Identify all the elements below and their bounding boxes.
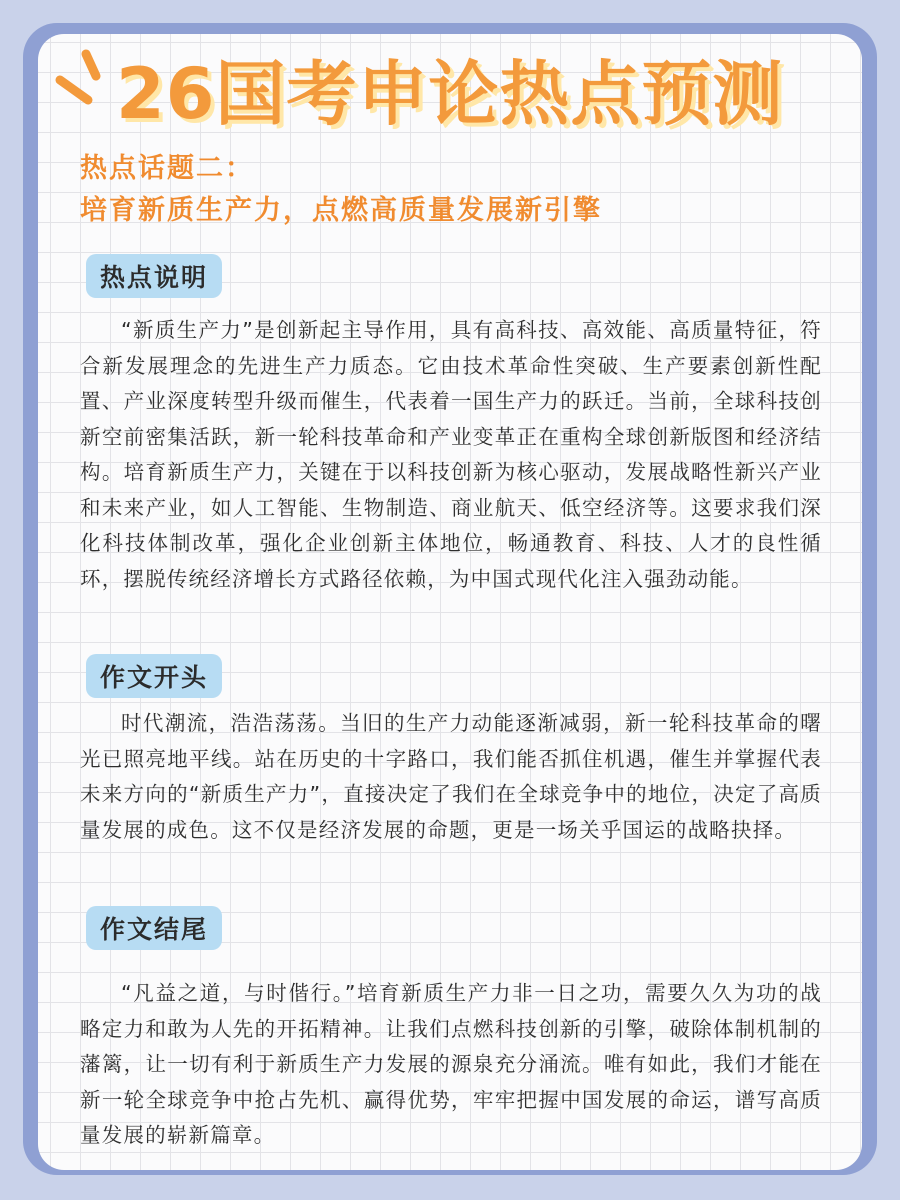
topic-label: 热点话题二：	[80, 153, 254, 184]
section-text-opening: 时代潮流，浩浩荡荡。当旧的生产力动能逐渐减弱，新一轮科技革命的曙光已照亮地平线。站在历史的十字路口，我们能否抓住机遇，催生并掌握代表未来方向的“新质生产力”，直接决定了我们在全球竞争中的地位，决定了高质量发展的成色。这不仅是经济发展的命题，更是一场关乎国运的战略抉择。	[80, 711, 822, 842]
section-heading-explanation: 热点说明	[86, 254, 222, 298]
section-text-explanation: “新质生产力”是创新起主导作用，具有高科技、高效能、高质量特征，符合新发展理念的先进生产力质态。它由技术革命性突破、生产要素创新性配置、产业深度转型升级而催生，代表着一国生产力的跃迁。当前，全球科技创新空前密集活跃，新一轮科技革命和产业变革正在重构全球创新版图和经济结构。培育新质生产力，关键在于以科技创新为核心驱动，发展战略性新兴产业和未来产业，如人工智能、生物制造、商业航天、低空经济等。这要求我们深化科技体制改革，强化企业创新主体地位，畅通教育、科技、人才的良性循环，摆脱传统经济增长方式路径依赖，为中国式现代化注入强劲动能。	[80, 318, 822, 591]
topic-subtitle	[80, 148, 602, 232]
section-text-ending: “凡益之道，与时偕行。”培育新质生产力非一日之功，需要久久为功的战略定力和敢为人先的开拓精神。让我们点燃科技创新的引擎，破除体制机制的藩篱，让一切有利于新质生产力发展的源泉充分涌流。唯有如此，我们才能在新一轮全球竞争中抢占先机、赢得优势，牢牢把握中国发展的命运，谱写高质量发展的崭新篇章。	[80, 981, 822, 1147]
topic-title: 培育新质生产力，点燃高质量发展新引擎	[80, 195, 602, 226]
section-heading-ending: 作文结尾	[86, 906, 222, 950]
section-heading-opening: 作文开头	[86, 654, 222, 698]
title-row	[48, 34, 828, 154]
page-title: 26国考申论热点预测	[116, 53, 784, 135]
